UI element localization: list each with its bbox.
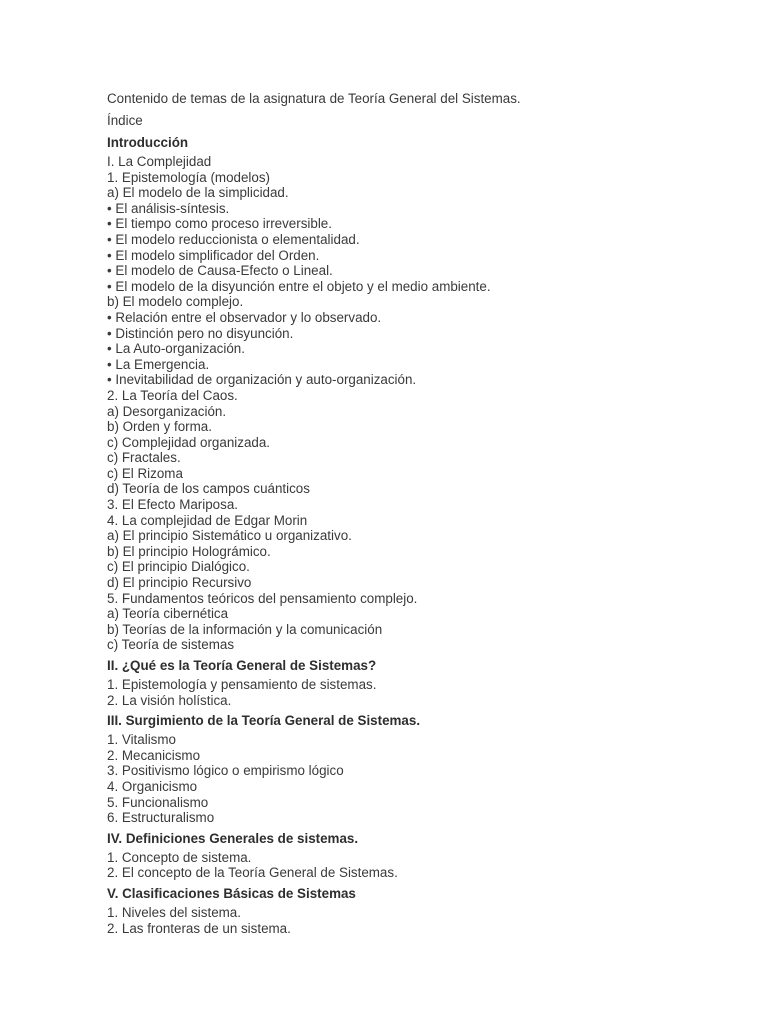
toc-item: 6. Estructuralismo <box>107 810 215 826</box>
toc-item: • El modelo de la disyunción entre el objeto y el medio ambiente. <box>107 278 491 294</box>
toc-item: 3. El Efecto Mariposa. <box>107 497 238 513</box>
toc-section <box>107 657 727 708</box>
index-label: Índice <box>107 113 143 128</box>
toc-item: c) El principio Dialógico. <box>107 559 250 575</box>
section-items <box>107 850 727 881</box>
toc-item: I. La Complejidad <box>107 154 212 169</box>
toc-item: 2. La Teoría del Caos. <box>107 387 238 403</box>
toc-item: • El modelo reduccionista o elementalidad. <box>107 231 360 247</box>
toc-item: • Relación entre el observador y lo observado. <box>107 309 382 325</box>
toc-section <box>107 830 727 881</box>
toc-item: 1. Epistemología y pensamiento de sistemas. <box>107 677 377 692</box>
section-items <box>107 154 727 653</box>
toc-item: a) El principio Sistemático u organizativo. <box>107 528 352 544</box>
document-page <box>107 90 727 936</box>
section-heading: II. ¿Qué es la Teoría General de Sistemas? <box>107 658 377 673</box>
toc-item: c) Fractales. <box>107 450 181 466</box>
section-heading: III. Surgimiento de la Teoría General de Sistemas. <box>107 713 421 729</box>
toc-item: • El modelo de Causa-Efecto o Lineal. <box>107 263 333 279</box>
section-heading: IV. Definiciones Generales de sistemas. <box>107 830 359 846</box>
section-items <box>107 905 727 936</box>
toc-item: c) Complejidad organizada. <box>107 434 271 450</box>
section-items <box>107 677 727 708</box>
section-heading: V. Clasificaciones Básicas de Sistemas <box>107 885 356 901</box>
toc-item: 2. La visión holística. <box>107 692 232 708</box>
toc-item: 5. Funcionalismo <box>107 794 209 810</box>
toc-item: 4. Organicismo <box>107 778 198 794</box>
toc-item: 4. La complejidad de Edgar Morin <box>107 512 308 528</box>
toc-section <box>107 134 727 653</box>
toc-item: 1. Niveles del sistema. <box>107 904 241 920</box>
toc-item: b) Orden y forma. <box>107 419 212 435</box>
toc-item: a) Desorganización. <box>107 403 227 419</box>
toc-item: 2. Mecanicismo <box>107 747 201 763</box>
toc-item: 1. Epistemología (modelos) <box>107 169 270 185</box>
section-heading: Introducción <box>107 135 189 150</box>
toc-item: 2. Las fronteras de un sistema. <box>107 920 291 936</box>
toc-item: 5. Fundamentos teóricos del pensamiento complejo. <box>107 590 418 606</box>
toc-item: c) Teoría de sistemas <box>107 637 235 653</box>
toc-item: • El análisis-síntesis. <box>107 200 230 216</box>
toc-item: d) Teoría de los campos cuánticos <box>107 481 310 497</box>
section-items <box>107 732 727 826</box>
toc-item: • El modelo simplificador del Orden. <box>107 247 320 263</box>
toc-item: b) El modelo complejo. <box>107 294 244 310</box>
toc-item: d) El principio Recursivo <box>107 575 252 591</box>
toc-item: • La Auto-organización. <box>107 341 245 357</box>
toc-item: b) El principio Holográmico. <box>107 543 271 559</box>
toc-item: 1. Vitalismo <box>107 732 176 748</box>
toc-item: c) El Rizoma <box>107 465 183 481</box>
toc-item: b) Teorías de la información y la comunicación <box>107 621 383 637</box>
toc-item: a) El modelo de la simplicidad. <box>107 185 289 201</box>
toc-item: 3. Positivismo lógico o empirismo lógico <box>107 763 344 779</box>
toc-item: 2. El concepto de la Teoría General de Sistemas. <box>107 865 398 881</box>
toc-item: 1. Concepto de sistema. <box>107 849 252 865</box>
toc-item: • Distinción pero no disyunción. <box>107 325 294 341</box>
table-of-contents <box>107 134 727 936</box>
toc-section <box>107 712 727 826</box>
toc-item: • La Emergencia. <box>107 356 210 372</box>
toc-section <box>107 885 727 936</box>
toc-item: • Inevitabilidad de organización y auto-organización. <box>107 372 417 388</box>
document-intro: Contenido de temas de la asignatura de Teoría General del Sistemas. <box>107 91 521 106</box>
toc-item: a) Teoría cibernética <box>107 606 229 622</box>
toc-item: • El tiempo como proceso irreversible. <box>107 216 332 232</box>
